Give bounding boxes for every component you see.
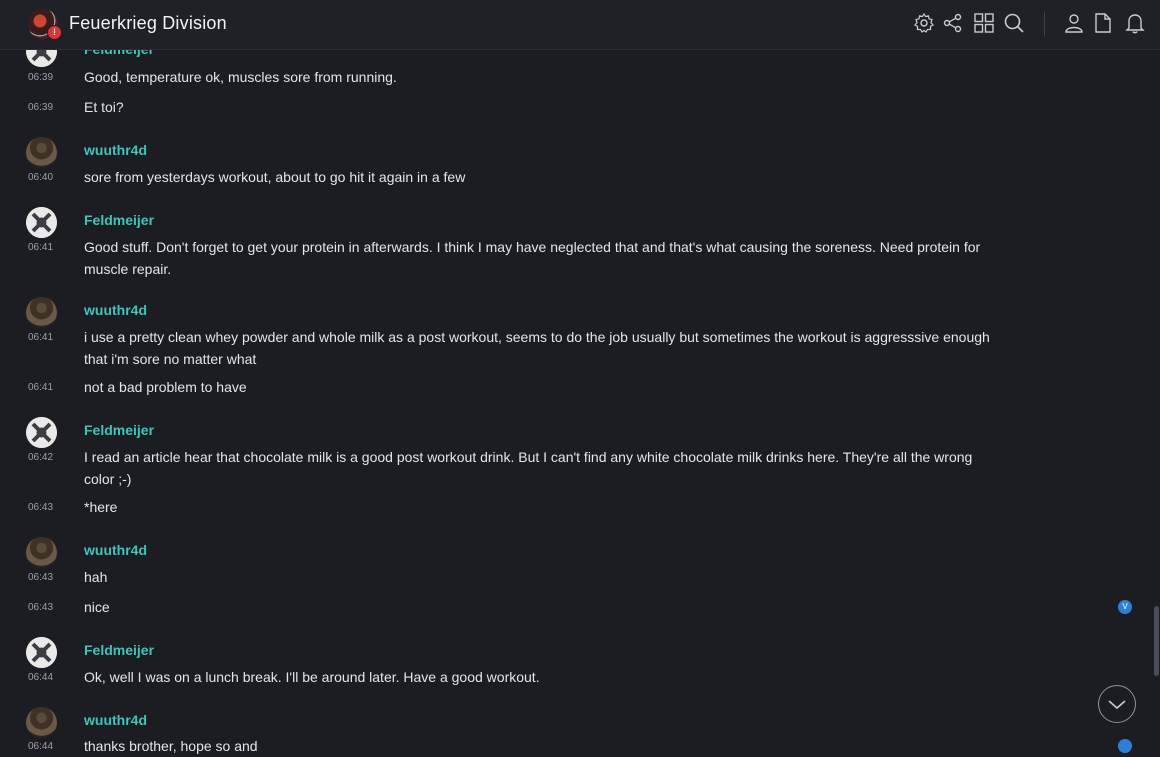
message-author[interactable]: Feldmeijer [84,422,155,438]
search-button[interactable] [1003,12,1025,34]
message-time: 06:44 [28,672,54,683]
message-text: Et toi? [84,99,124,115]
scroll-to-bottom-button[interactable] [1098,685,1136,723]
message-author[interactable]: wuuthr4d [84,712,147,728]
message-text: i use a pretty clean whey powder and whole milk as a post workout, seems to do the job usually but sometimes the workout is aggresssive enough that i'm sore no matter what [84,329,990,367]
profile-button[interactable] [1063,12,1085,34]
message-author[interactable]: wuuthr4d [84,302,147,318]
user-icon [1063,12,1085,34]
message-time: 06:40 [28,172,54,183]
bell-icon [1124,12,1146,34]
file-icon [1092,12,1114,34]
message-author[interactable]: Feldmeijer [84,642,155,658]
message-text: Ok, well I was on a lunch break. I'll be around later. Have a good workout. [84,669,540,685]
avatar[interactable] [26,537,57,568]
header-divider [1044,12,1045,36]
message-time: 06:43 [28,602,54,613]
read-receipt-badge: V [1118,600,1132,614]
avatar[interactable] [26,137,57,168]
avatar[interactable] [26,417,57,448]
chevron-down-icon [1099,686,1135,722]
message-text: not a bad problem to have [84,379,247,395]
message-time: 06:41 [28,382,54,393]
gear-icon [913,12,935,34]
message-time: 06:44 [28,741,54,752]
read-receipt-badge [1118,739,1132,753]
message-text: Good, temperature ok, muscles sore from running. [84,69,397,85]
message-time: 06:41 [28,332,54,343]
message-time: 06:39 [28,72,54,83]
message-text: hah [84,569,108,585]
message-time: 06:42 [28,452,54,463]
notifications-button[interactable] [1124,12,1146,34]
grid-icon [973,12,995,34]
message-author[interactable]: wuuthr4d [84,142,147,158]
message-text: thanks brother, hope so and [84,738,258,754]
scrollbar[interactable] [1154,606,1159,676]
message-time: 06:39 [28,102,54,113]
settings-button[interactable] [913,12,935,34]
message-text: nice [84,599,110,615]
message-time: 06:41 [28,242,54,253]
page-title[interactable]: Feuerkrieg Division [69,13,227,33]
message-author[interactable]: Feldmeijer [84,212,155,228]
message-text: sore from yesterdays workout, about to go hit it again in a few [84,169,466,185]
message-author[interactable]: wuuthr4d [84,542,147,558]
avatar[interactable] [26,637,57,668]
message-time: 06:43 [28,502,54,513]
message-time: 06:43 [28,572,54,583]
share-icon [942,12,964,34]
header-bar [0,0,1160,50]
avatar[interactable] [26,207,57,238]
files-button[interactable] [1092,12,1114,34]
search-icon [1003,12,1025,34]
message-text: I read an article hear that chocolate milk is a good post workout drink. But I can't find any white chocolate milk drinks here. They're all the wrong color ;-) [84,449,973,487]
apps-button[interactable] [973,12,995,34]
share-button[interactable] [942,12,964,34]
alert-badge: ! [47,25,62,40]
message-text: *here [84,499,118,515]
avatar[interactable] [26,297,57,328]
message-text: Good stuff. Don't forget to get your protein in afterwards. I think I may have neglected that and that's what causing the soreness. Need protein for muscle repair. [84,239,981,277]
avatar[interactable] [26,707,57,738]
